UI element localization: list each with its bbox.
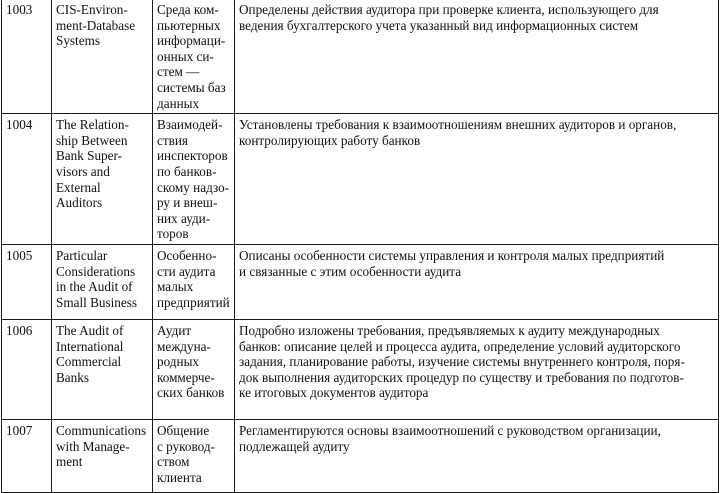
description-text: Подробно изложены требования, предъявляемых к аудиту международных банков: описание целей и процесса аудита, определение условий аудиторского задания, планирование работы, изучение системы внутреннего контроля, поря- док выполнения аудиторских процедур по существу и требования по подготов- ке итоговых документов аудитора	[239, 322, 685, 401]
description-cell	[235, 419, 719, 492]
russian-title: Особенно- сти аудита малых предприятий	[157, 247, 230, 310]
english-title: The Audit of International Commercial Banks	[56, 322, 124, 385]
english-title-cell	[52, 0, 153, 114]
english-title-cell	[52, 114, 153, 245]
standard-number: 1004	[6, 117, 33, 133]
english-title: CIS-Environ- ment-Database Systems	[56, 2, 136, 49]
table-row	[2, 114, 719, 245]
description-cell	[235, 319, 719, 419]
english-title-cell	[52, 244, 153, 319]
table-row	[2, 319, 719, 419]
standards-table	[1, 0, 719, 493]
russian-title: Взаимодей- ствия инспекторов по банков- скому надзо- ру и внеш- них ауди- торов	[157, 117, 230, 242]
standard-number: 1007	[6, 422, 33, 438]
standard-number-cell	[2, 244, 52, 319]
russian-title: Общение с руковод- ством клиента	[157, 422, 215, 485]
english-title-cell	[52, 319, 153, 419]
standard-number-cell	[2, 114, 52, 245]
russian-title-cell	[153, 114, 235, 245]
standard-number: 1006	[6, 322, 33, 338]
russian-title-cell	[153, 319, 235, 419]
russian-title: Аудит междуна- родных коммерче- ских банков	[157, 322, 225, 401]
english-title: Particular Considerations in the Audit of Small Business	[56, 247, 137, 310]
description-cell	[235, 114, 719, 245]
russian-title-cell	[153, 419, 235, 492]
description-text: Регламентируются основы взаимоотношений с руководством организации, подлежащей аудиту	[239, 422, 661, 454]
english-title-cell	[52, 419, 153, 492]
description-text: Описаны особенности системы управления и контроля малых предприятий и связанные с этим особенности аудита	[239, 247, 665, 279]
table-row	[2, 0, 719, 114]
standard-number: 1003	[6, 2, 33, 17]
description-cell	[235, 244, 719, 319]
russian-title-cell	[153, 244, 235, 319]
description-text: Установлены требования к взаимоотношениям внешних аудиторов и органов, контролирующих работу банков	[239, 117, 677, 148]
description-cell	[235, 0, 719, 114]
standard-number-cell	[2, 319, 52, 419]
table-row	[2, 419, 719, 492]
russian-title-cell	[153, 0, 235, 114]
standard-number: 1005	[6, 247, 33, 263]
english-title: The Relation- ship Between Bank Super- visors and External Auditors	[56, 117, 129, 211]
description-text: Определены действия аудитора при проверке клиента, использующего для ведения бухгалтерского учета указанный вид информационных систем	[239, 2, 659, 33]
russian-title: Среда ком- пьютерных информаци- онных си- стем — системы баз данных	[157, 2, 226, 111]
standard-number-cell	[2, 419, 52, 492]
standard-number-cell	[2, 0, 52, 114]
table-row	[2, 244, 719, 319]
english-title: Communications with Manage- ment	[56, 422, 147, 470]
